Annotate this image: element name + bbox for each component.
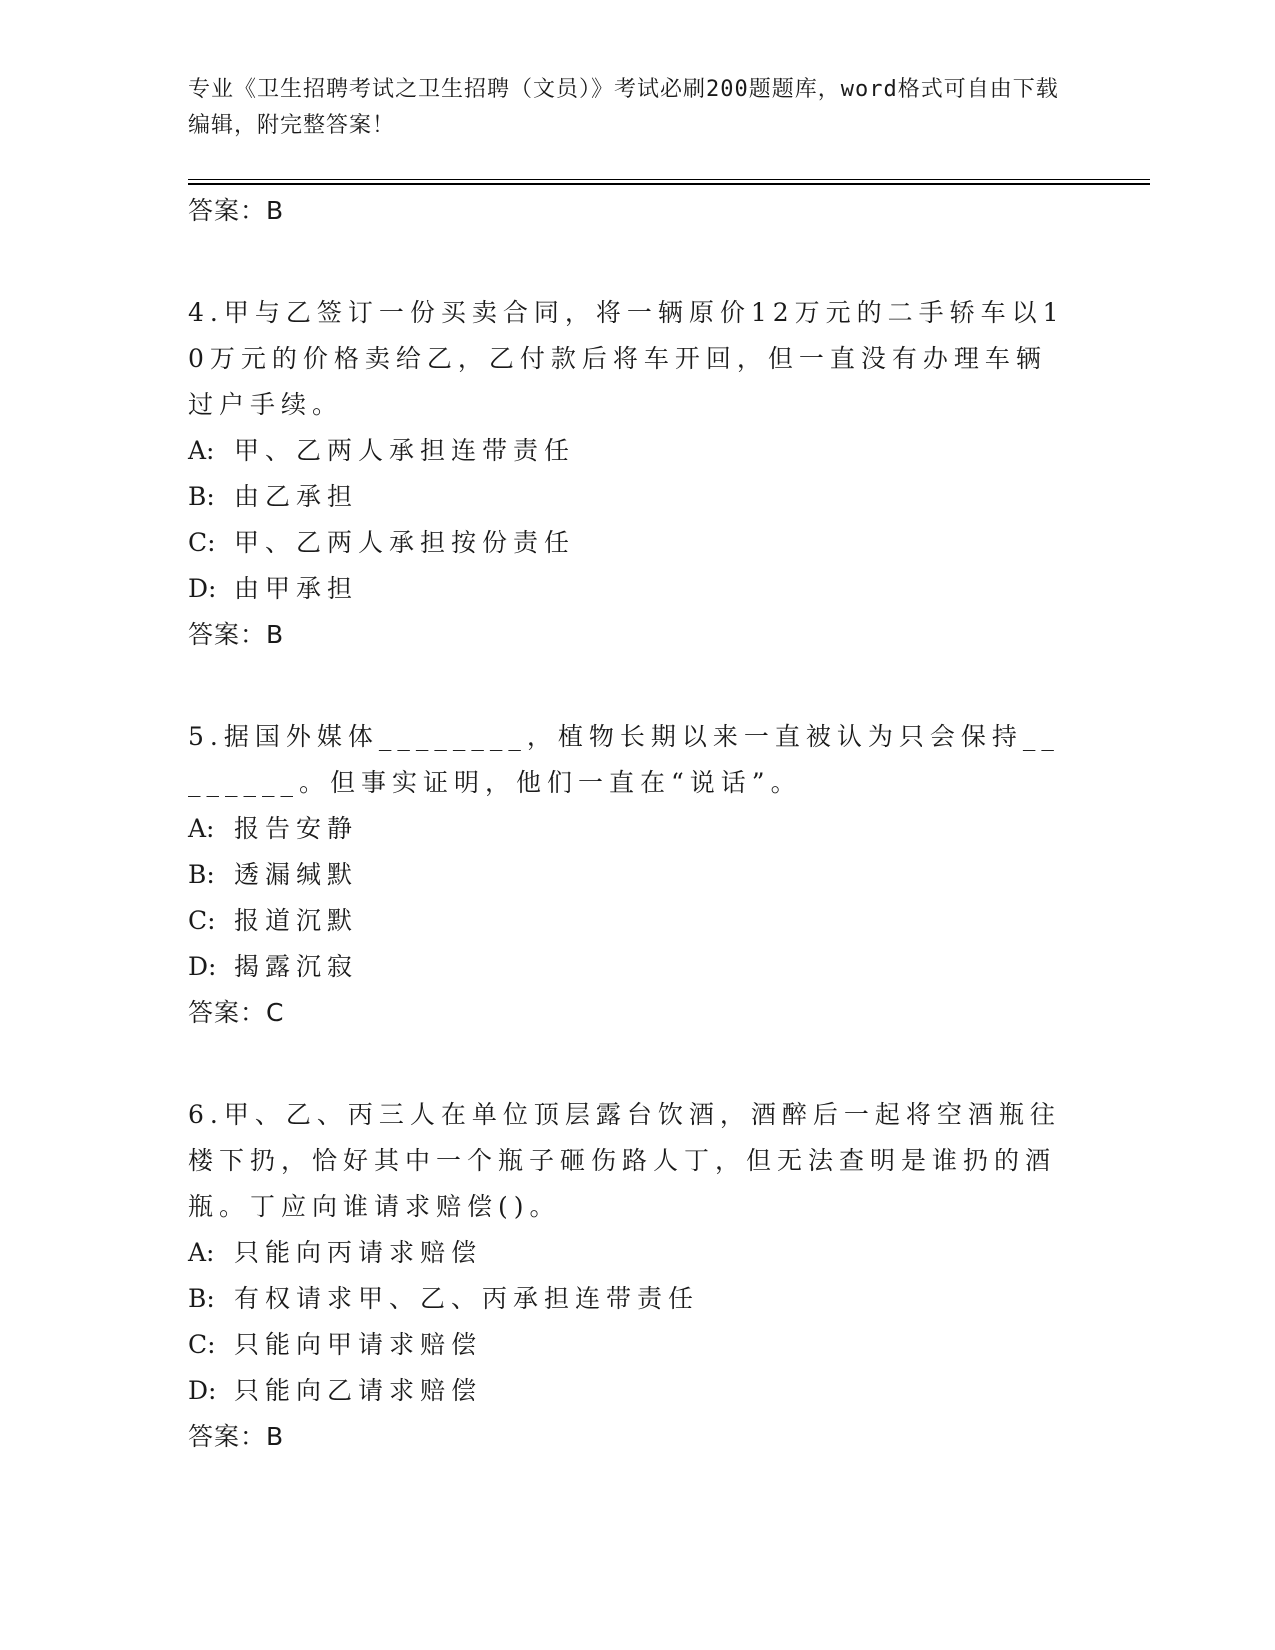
option-key: D: [188,1376,217,1405]
option-text: 由甲承担 [234,574,359,603]
option-key: D: [188,574,217,603]
option-b [188,852,1068,898]
option-key: B: [188,482,215,511]
option-a [188,428,1068,474]
answer-line: 答案：B [188,620,285,649]
option-text: 透漏缄默 [234,860,359,889]
header-divider-thick [188,183,1150,185]
question-block [188,290,1068,658]
option-key: A: [188,436,215,465]
question-stem: 5.据国外媒体________，植物长期以来一直被认为只会保持________。但事实证明，他们一直在“说话”。 [188,722,1060,797]
header-divider-thin [188,179,1150,180]
option-text: 由乙承担 [234,482,359,511]
option-key: D: [188,952,217,981]
option-a [188,1230,1068,1276]
answer-line: 答案：B [188,1422,285,1451]
answer-line: 答案：B [188,196,285,225]
answer-line: 答案：C [188,998,285,1027]
question-block [188,714,1068,1036]
option-key: A: [188,1238,215,1267]
option-c [188,1322,1068,1368]
option-c [188,898,1068,944]
option-key: B: [188,860,215,889]
option-key: C: [188,1330,216,1359]
option-text: 报告安静 [234,814,359,843]
question-block [188,1092,1068,1460]
option-b [188,474,1068,520]
option-text: 揭露沉寂 [234,952,359,981]
option-d [188,566,1068,612]
question-stem: 4.甲与乙签订一份买卖合同，将一辆原价12万元的二手轿车以10万元的价格卖给乙，乙付款后将车开回，但一直没有办理车辆过户手续。 [188,298,1065,419]
option-text: 甲、乙两人承担按份责任 [234,528,576,557]
option-b [188,1276,1068,1322]
question-stem: 6.甲、乙、丙三人在单位顶层露台饮酒，酒醉后一起将空酒瓶往楼下扔，恰好其中一个瓶子砸伤路人丁，但无法查明是谁扔的酒瓶。丁应向谁请求赔偿()。 [188,1100,1061,1221]
document-body [188,188,1068,1460]
option-key: C: [188,528,216,557]
option-text: 报道沉默 [234,906,359,935]
option-text: 有权请求甲、乙、丙承担连带责任 [234,1284,700,1313]
option-text: 甲、乙两人承担连带责任 [234,436,576,465]
option-text: 只能向甲请求赔偿 [234,1330,483,1359]
option-c [188,520,1068,566]
document-header: 专业《卫生招聘考试之卫生招聘（文员）》考试必刷200题题库，word格式可自由下载编辑，附完整答案！ [188,77,1059,138]
option-text: 只能向乙请求赔偿 [234,1376,483,1405]
option-a [188,806,1068,852]
option-d [188,944,1068,990]
option-d [188,1368,1068,1414]
option-key: C: [188,906,216,935]
option-key: B: [188,1284,215,1313]
option-text: 只能向丙请求赔偿 [234,1238,483,1267]
option-key: A: [188,814,215,843]
